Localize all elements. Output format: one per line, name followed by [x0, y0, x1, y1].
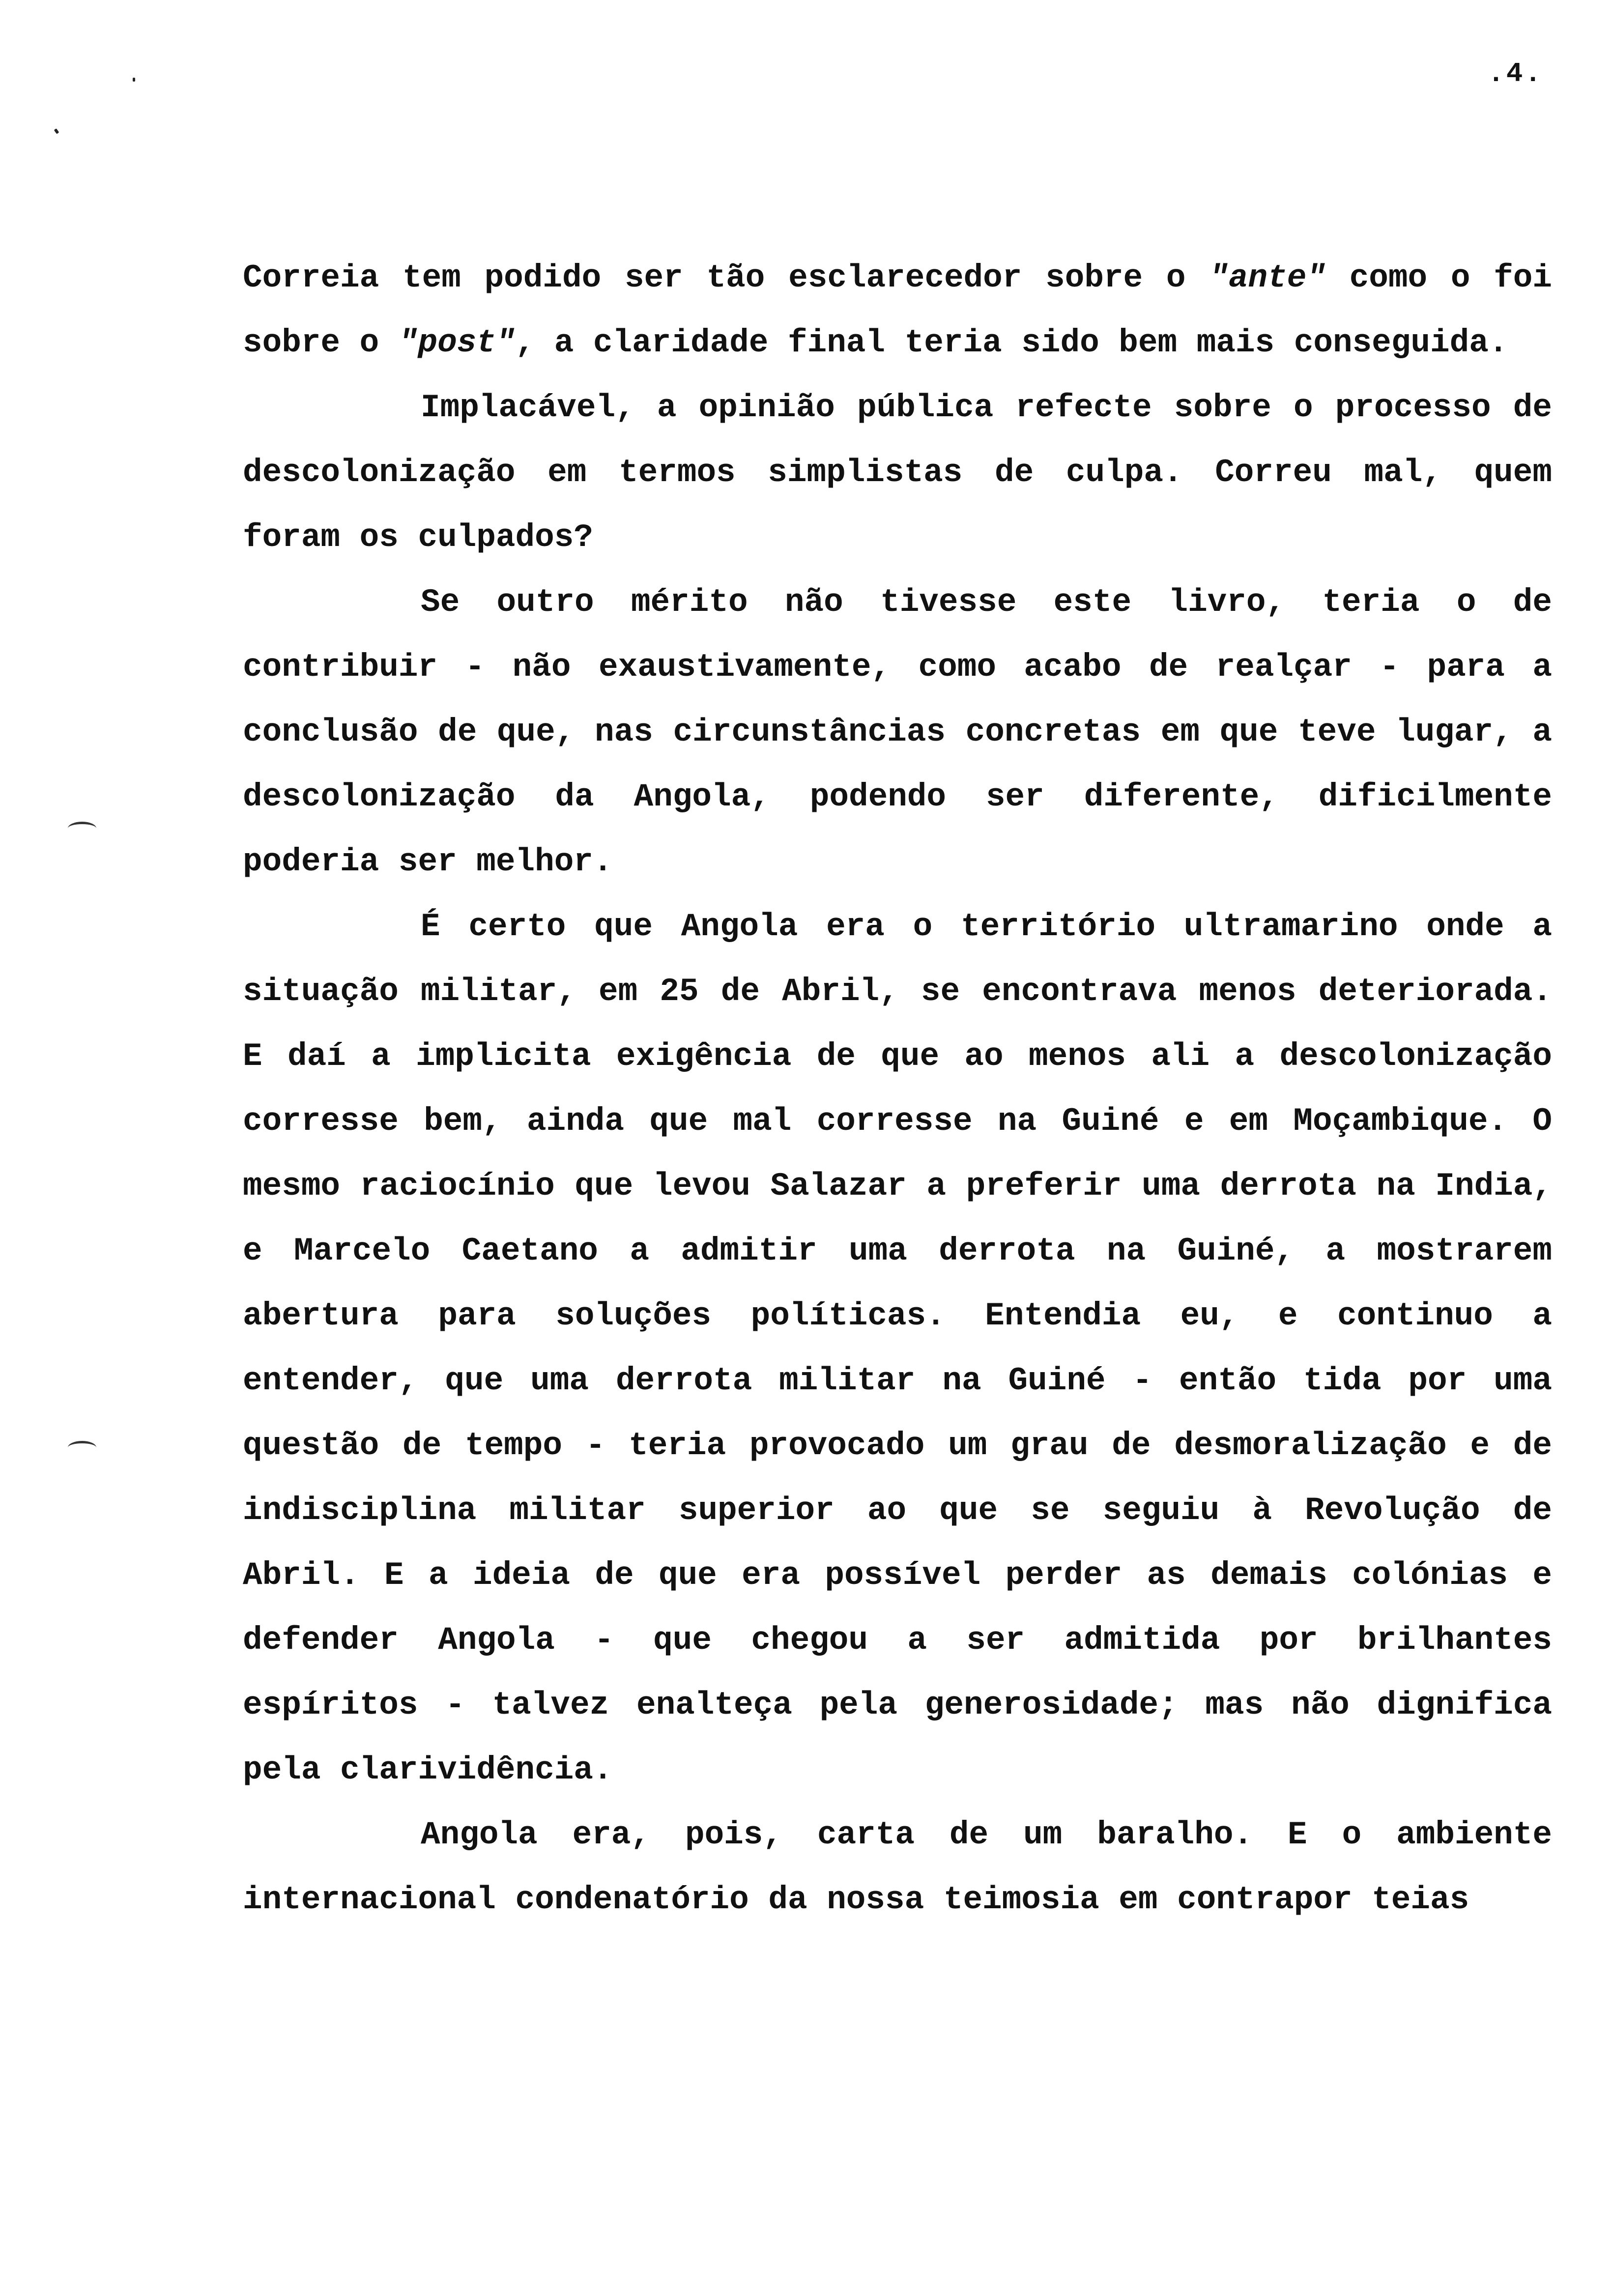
paragraph-text: Se outro mérito não tivesse este livro, teria o de contribuir - não exaustivamente, como acabo de realçar - para a conclusão de que, nas circunstâncias concretas em que teve lugar, a descolonização da Angola, podendo ser diferente, dificilmente poderia ser melhor.	[243, 584, 1552, 880]
punch-hole-mark	[68, 1441, 96, 1454]
paragraph-text: Implacável, a opinião pública refecte sobre o processo de descolonização em termos simplistas de culpa. Correu mal, quem foram os culpados?	[243, 389, 1552, 556]
paragraph	[243, 375, 1552, 570]
paragraph-text: Correia tem podido ser tão esclarecedor sobre o	[243, 259, 1209, 296]
italic-text: "ante"	[1209, 259, 1326, 296]
paragraph	[243, 894, 1552, 1803]
italic-text: "post"	[398, 324, 516, 361]
punch-hole-mark	[68, 822, 96, 835]
paragraph	[243, 246, 1552, 375]
body-text	[243, 246, 1552, 1932]
paragraph-text: , a claridade final teria sido bem mais conseguida.	[515, 324, 1508, 361]
page-number: .4.	[1488, 58, 1543, 89]
paragraph-text: Angola era, pois, carta de um baralho. E o ambiente internacional condenatório da nossa teimosia em contrapor teias	[243, 1816, 1552, 1918]
scan-speck	[133, 78, 135, 82]
paragraph	[243, 570, 1552, 894]
paragraph	[243, 1803, 1552, 1932]
paragraph-text: como o foi sobre o	[243, 259, 1553, 361]
paragraph-text: É certo que Angola era o território ultramarino onde a situação militar, em 25 de Abril, se encontrava menos deteriorada. E daí a implicita exigência de que ao menos ali a descolonização corresse bem, ainda que mal corresse na Guiné e em Moçambique. O mesmo raciocínio que levou Salazar a preferir uma derrota na India, e Marcelo Caetano a admitir uma derrota na Guiné, a mostrarem abertura para soluções políticas. Entendia eu, e continuo a entender, que uma derrota militar na Guiné - então tida por uma questão de tempo - teria provocado um grau de desmoralização e de indisciplina militar superior ao que se seguiu à Revolução de Abril. E a ideia de que era possível perder as demais colónias e defender Angola - que chegou a ser admitida por brilhantes espíritos - talvez enalteça pela generosidade; mas não dignifica pela clarividência.	[243, 908, 1552, 1788]
scan-speck	[54, 128, 59, 134]
